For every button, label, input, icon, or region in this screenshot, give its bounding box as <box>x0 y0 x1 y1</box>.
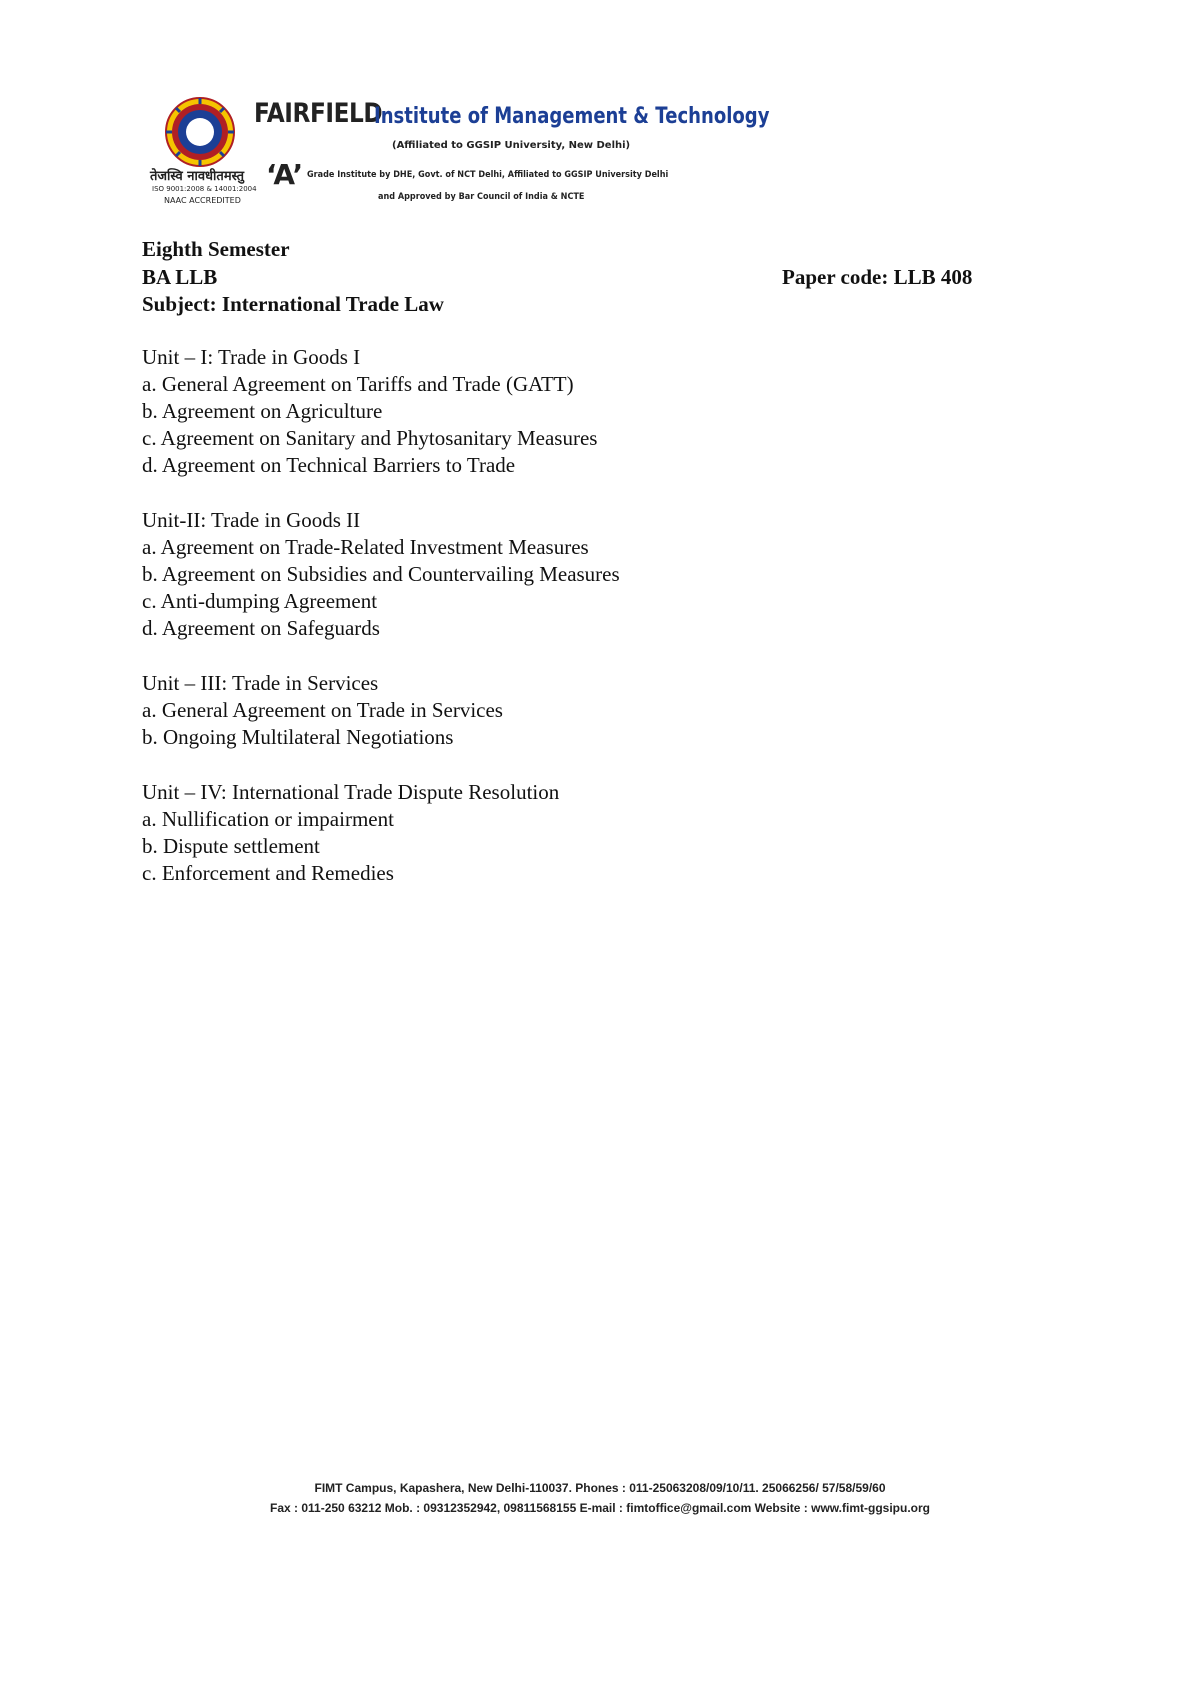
list-item: d. Agreement on Technical Barriers to Trade <box>142 453 516 477</box>
semester: Eighth Semester <box>142 237 290 261</box>
list-item: a. General Agreement on Trade in Services <box>142 698 503 722</box>
naac-accreditation: NAAC ACCREDITED <box>164 196 241 205</box>
institute-emblem-icon <box>164 96 236 168</box>
list-item: a. Nullification or impairment <box>142 807 394 831</box>
footer-contact: Fax : 011-250 63212 Mob. : 09312352942, 09811568155 E-mail : fimtoffice@gmail.com Website : www.fimt-ggsipu.org <box>270 1501 930 1515</box>
grade-mark: ‘A’ <box>266 158 304 191</box>
unit-section <box>142 670 942 751</box>
list-item: a. Agreement on Trade-Related Investment Measures <box>142 535 589 559</box>
institute-name: Institute of Management & Technology <box>374 104 770 129</box>
course: BA LLB <box>142 265 218 289</box>
motto: तेजस्वि नावधीतमस्तु <box>150 169 245 184</box>
letterhead <box>150 92 770 212</box>
unit-section <box>142 779 942 887</box>
list-item: b. Agreement on Subsidies and Countervailing Measures <box>142 562 620 586</box>
brand-title <box>254 98 770 129</box>
list-item: b. Dispute settlement <box>142 834 320 858</box>
unit-section <box>142 344 942 479</box>
iso-certification: ISO 9001:2008 & 14001:2004 <box>152 185 257 193</box>
unit-title: Unit – IV: International Trade Dispute Resolution <box>142 780 560 804</box>
list-item: d. Agreement on Safeguards <box>142 616 380 640</box>
footer-address: FIMT Campus, Kapashera, New Delhi-110037. Phones : 011-25063208/09/10/11. 25066256/ 57/58/59/60 <box>314 1481 886 1495</box>
list-item: c. Anti-dumping Agreement <box>142 589 378 613</box>
list-item: c. Enforcement and Remedies <box>142 861 394 885</box>
brand-name: FAIRFIELD <box>254 98 383 129</box>
list-item: a. General Agreement on Tariffs and Trade (GATT) <box>142 372 574 396</box>
grade-description-line1: Grade Institute by DHE, Govt. of NCT Delhi, Affiliated to GGSIP University Delhi <box>307 170 669 180</box>
affiliation: (Affiliated to GGSIP University, New Delhi) <box>392 140 631 151</box>
list-item: b. Agreement on Agriculture <box>142 399 383 423</box>
grade-description-line2: and Approved by Bar Council of India & NCTE <box>378 192 585 202</box>
list-item: c. Agreement on Sanitary and Phytosanitary Measures <box>142 426 598 450</box>
unit-title: Unit – III: Trade in Services <box>142 671 379 695</box>
paper-code: Paper code: LLB 408 <box>782 265 973 289</box>
list-item: b. Ongoing Multilateral Negotiations <box>142 725 454 749</box>
unit-section <box>142 507 942 642</box>
unit-title: Unit – I: Trade in Goods I <box>142 345 361 369</box>
subject: Subject: International Trade Law <box>142 292 444 316</box>
unit-title: Unit-II: Trade in Goods II <box>142 508 361 532</box>
